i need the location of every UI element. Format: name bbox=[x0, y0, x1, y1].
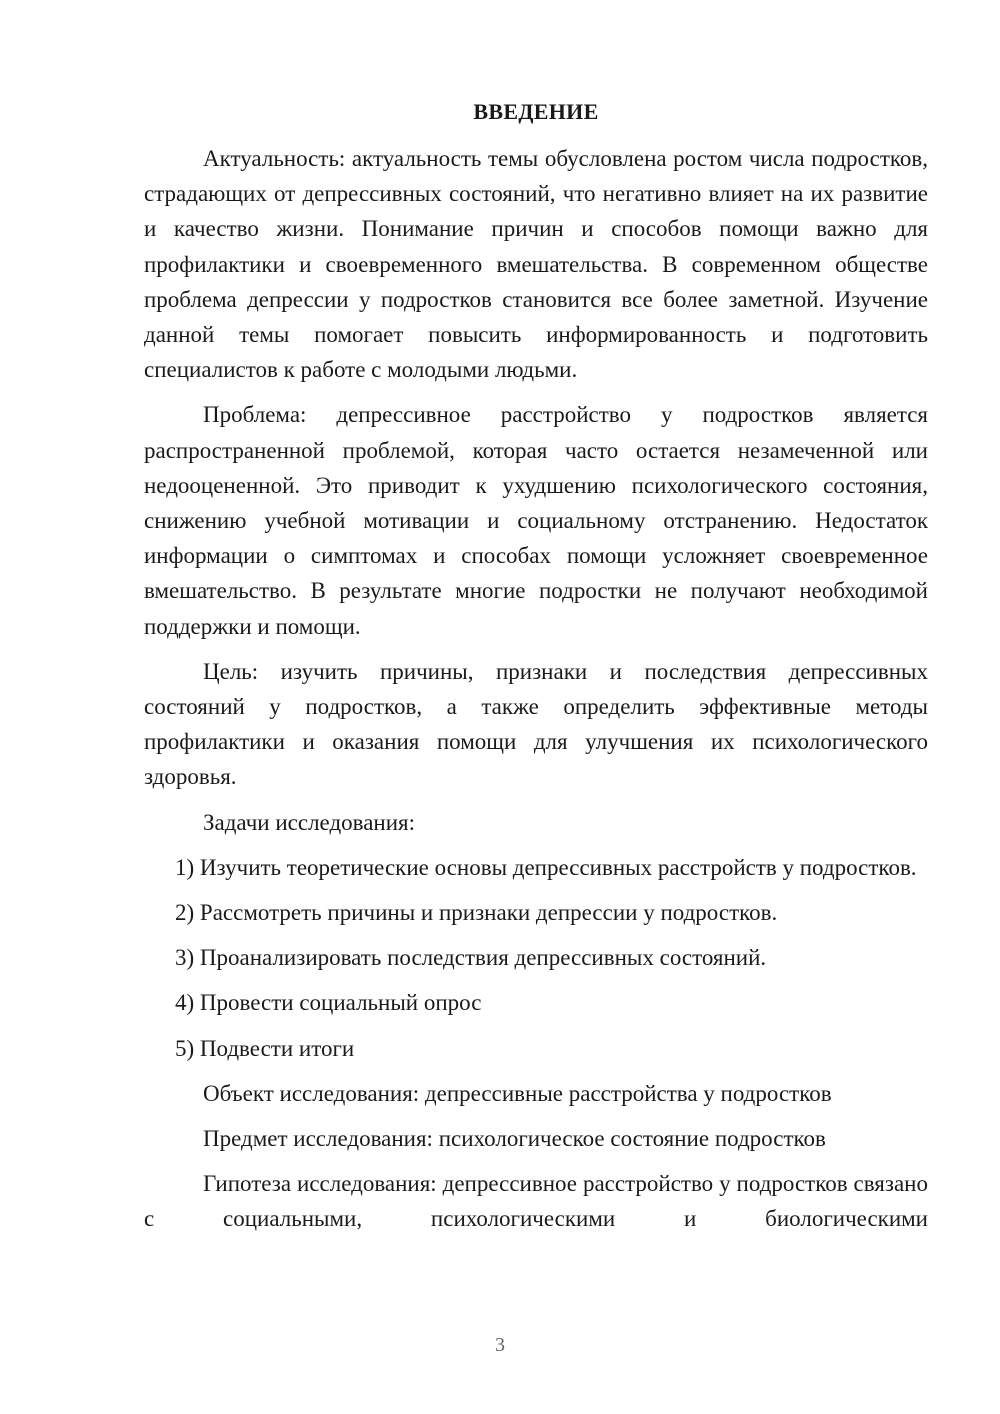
goal-paragraph: Цель: изучить причины, признаки и последствия депрессивных состояний у подростков, а также определить эффективные методы профилактики и оказания помощи для улучшения их психологического здоровья. bbox=[144, 658, 928, 790]
task-item: 3) Проанализировать последствия депрессивных состояний. bbox=[175, 945, 767, 971]
object-paragraph: Объект исследования: депрессивные расстройства у подростков bbox=[203, 1080, 832, 1106]
task-item: 1) Изучить теоретические основы депрессивных расстройств у подростков. bbox=[175, 854, 917, 880]
relevance-paragraph: Актуальность: актуальность темы обусловлена ростом числа подростков, страдающих от депрессивных состояний, что негативно влияет на их развитие и качество жизни. Понимание причин и способов помощи важно для профилактики и своевременного вмешательства. В современном обществе проблема депрессии у подростков становится все более заметной. Изучение данной темы помогает повысить информированность и подготовить специалистов к работе с молодыми людьми. bbox=[144, 146, 928, 383]
page-body bbox=[144, 94, 928, 1237]
page-number: 3 bbox=[495, 1334, 505, 1356]
subject-paragraph: Предмет исследования: психологическое состояние подростков bbox=[203, 1126, 826, 1152]
task-item: 2) Рассмотреть причины и признаки депрессии у подростков. bbox=[175, 900, 778, 926]
section-heading: ВВЕДЕНИЕ bbox=[473, 99, 599, 124]
hypothesis-paragraph: Гипотеза исследования: депрессивное расстройство у подростков связано с социальными, психологическими и биологическими bbox=[144, 1171, 928, 1232]
task-item: 5) Подвести итоги bbox=[175, 1035, 355, 1061]
task-item: 4) Провести социальный опрос bbox=[175, 990, 482, 1016]
tasks-title: Задачи исследования: bbox=[203, 809, 416, 835]
problem-paragraph: Проблема: депрессивное расстройство у подростков является распространенной проблемой, которая часто остается незамеченной или недооцененной. Это приводит к ухудшению психологического состояния, снижению учебной мотивации и социальному отстранению. Недостаток информации о симптомах и способах помощи усложняет своевременное вмешательство. В результате многие подростки не получают необходимой поддержки и помощи. bbox=[144, 402, 928, 639]
